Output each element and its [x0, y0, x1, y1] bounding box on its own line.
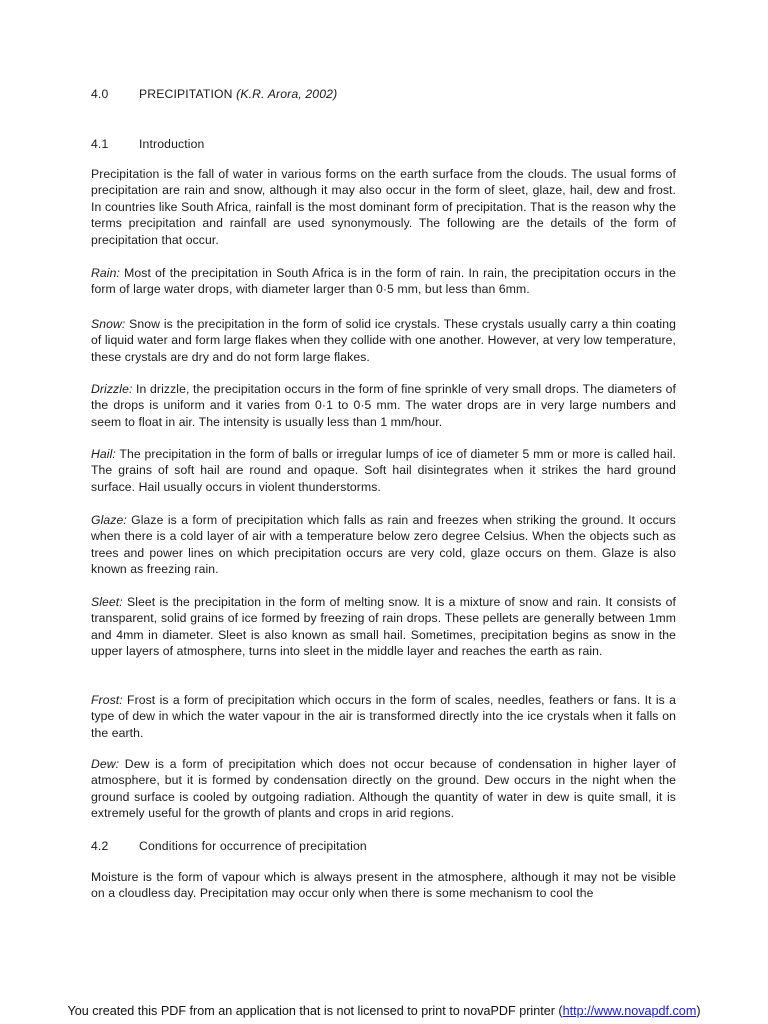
rain-paragraph — [91, 265, 676, 298]
conditions-paragraph: Moisture is the form of vapour which is always present in the atmosphere, although it may not be visible on a cloudless day. Precipitation may occur only when there is some mechanism to cool the — [91, 870, 676, 901]
dew-paragraph — [91, 756, 676, 822]
footer-text-end: ) — [696, 1004, 701, 1018]
dew-text: Dew is a form of precipitation which does not occur because of condensation in higher layer of atmosphere, but it is formed by condensation directly on the ground. Dew occurs in the night when the ground surface is cooled by outgoing radiation. Although the quantity of water in dew is quite small, it is extremely useful for the growth of plants and crops in arid regions. — [91, 757, 676, 821]
intro-paragraph: Precipitation is the fall of water in various forms on the earth surface from the clouds. The usual forms of precipitation are rain and snow, although it may also occur in the form of sleet, glaze, hail, dew and frost. In countries like South Africa, rainfall is the most dominant form of precipitation. That is the reason why the terms precipitation and rainfall are used synonymously. The following are the details of the form of precipitation that occur. — [91, 167, 676, 247]
term-snow: Snow: — [91, 317, 126, 331]
glaze-text: Glaze is a form of precipitation which falls as rain and freezes when striking the ground. It occurs when there is a cold layer of air with a temperature below zero degree Celsius. When the objects such as trees and power lines on which precipitation occurs are very cold, glaze occurs on them. Glaze is also known as freezing rain. — [91, 513, 676, 577]
section-number: 4.0 — [91, 87, 109, 101]
rain-text: Most of the precipitation in South Africa is in the form of rain. In rain, the precipitation occurs in the form of large water drops, with diameter larger than 0·5 mm, but less than 6mm. — [91, 266, 676, 297]
sleet-text: Sleet is the precipitation in the form of melting snow. It is a mixture of snow and rain. It consists of transparent, solid grains of ice formed by freezing of rain drops. These pellets are generally between 1mm and 4mm in diameter. Sleet is also known as small hail. Sometimes, precipitation begins as snow in the upper layers of atmosphere, turns into sleet in the middle layer and reaches the earth as rain. — [91, 595, 676, 659]
term-glaze: Glaze: — [91, 513, 127, 527]
novapdf-link[interactable]: http://www.novapdf.com — [562, 1004, 697, 1018]
snow-text: Snow is the precipitation in the form of solid ice crystals. These crystals usually carry a thin coating of liquid water and form large flakes when they collide with one another. However, at very low temperature, these crystals are dry and do not form large flakes. — [91, 317, 676, 364]
pdf-footer-notice — [0, 1004, 768, 1018]
section-title — [139, 86, 337, 102]
section-title: Introduction — [139, 137, 205, 151]
term-dew: Dew: — [91, 757, 120, 771]
sleet-paragraph — [91, 594, 676, 660]
term-frost: Frost: — [91, 693, 123, 707]
hail-text: The precipitation in the form of balls or irregular lumps of ice of diameter 5 mm or more is called hail. The grains of soft hail are round and opaque. Soft hail disintegrates when it strikes the hard ground surface. Hail usually occurs in violent thunderstorms. — [91, 447, 676, 494]
section-heading-4-1 — [91, 136, 676, 152]
hail-paragraph — [91, 446, 676, 495]
frost-text: Frost is a form of precipitation which occurs in the form of scales, needles, feathers or fans. It is a type of dew in which the water vapour in the air is transformed directly into the ice crystals when it falls on the earth. — [91, 693, 676, 740]
section-title: Conditions for occurrence of precipitation — [139, 839, 367, 853]
term-sleet: Sleet: — [91, 595, 123, 609]
frost-paragraph — [91, 692, 676, 741]
term-rain: Rain: — [91, 266, 120, 280]
section-title-text: PRECIPITATION — [139, 87, 233, 101]
snow-paragraph — [91, 316, 676, 365]
section-heading-4-2 — [91, 838, 676, 854]
section-heading-4-0 — [91, 86, 676, 102]
term-hail: Hail: — [91, 447, 116, 461]
footer-text: You created this PDF from an application that is not licensed to print to novaPDF printer ( — [67, 1004, 563, 1018]
section-number: 4.2 — [91, 839, 109, 853]
section-number: 4.1 — [91, 137, 109, 151]
term-drizzle: Drizzle: — [91, 382, 133, 396]
citation: (K.R. Arora, 2002) — [236, 87, 338, 101]
drizzle-text: In drizzle, the precipitation occurs in the form of fine sprinkle of very small drops. The diameters of the drops is uniform and it varies from 0·1 to 0·5 mm. The water drops are in very large numbers and seem to float in air. The intensity is usually less than 1 mm/hour. — [91, 382, 676, 429]
glaze-paragraph — [91, 512, 676, 578]
drizzle-paragraph — [91, 381, 676, 430]
